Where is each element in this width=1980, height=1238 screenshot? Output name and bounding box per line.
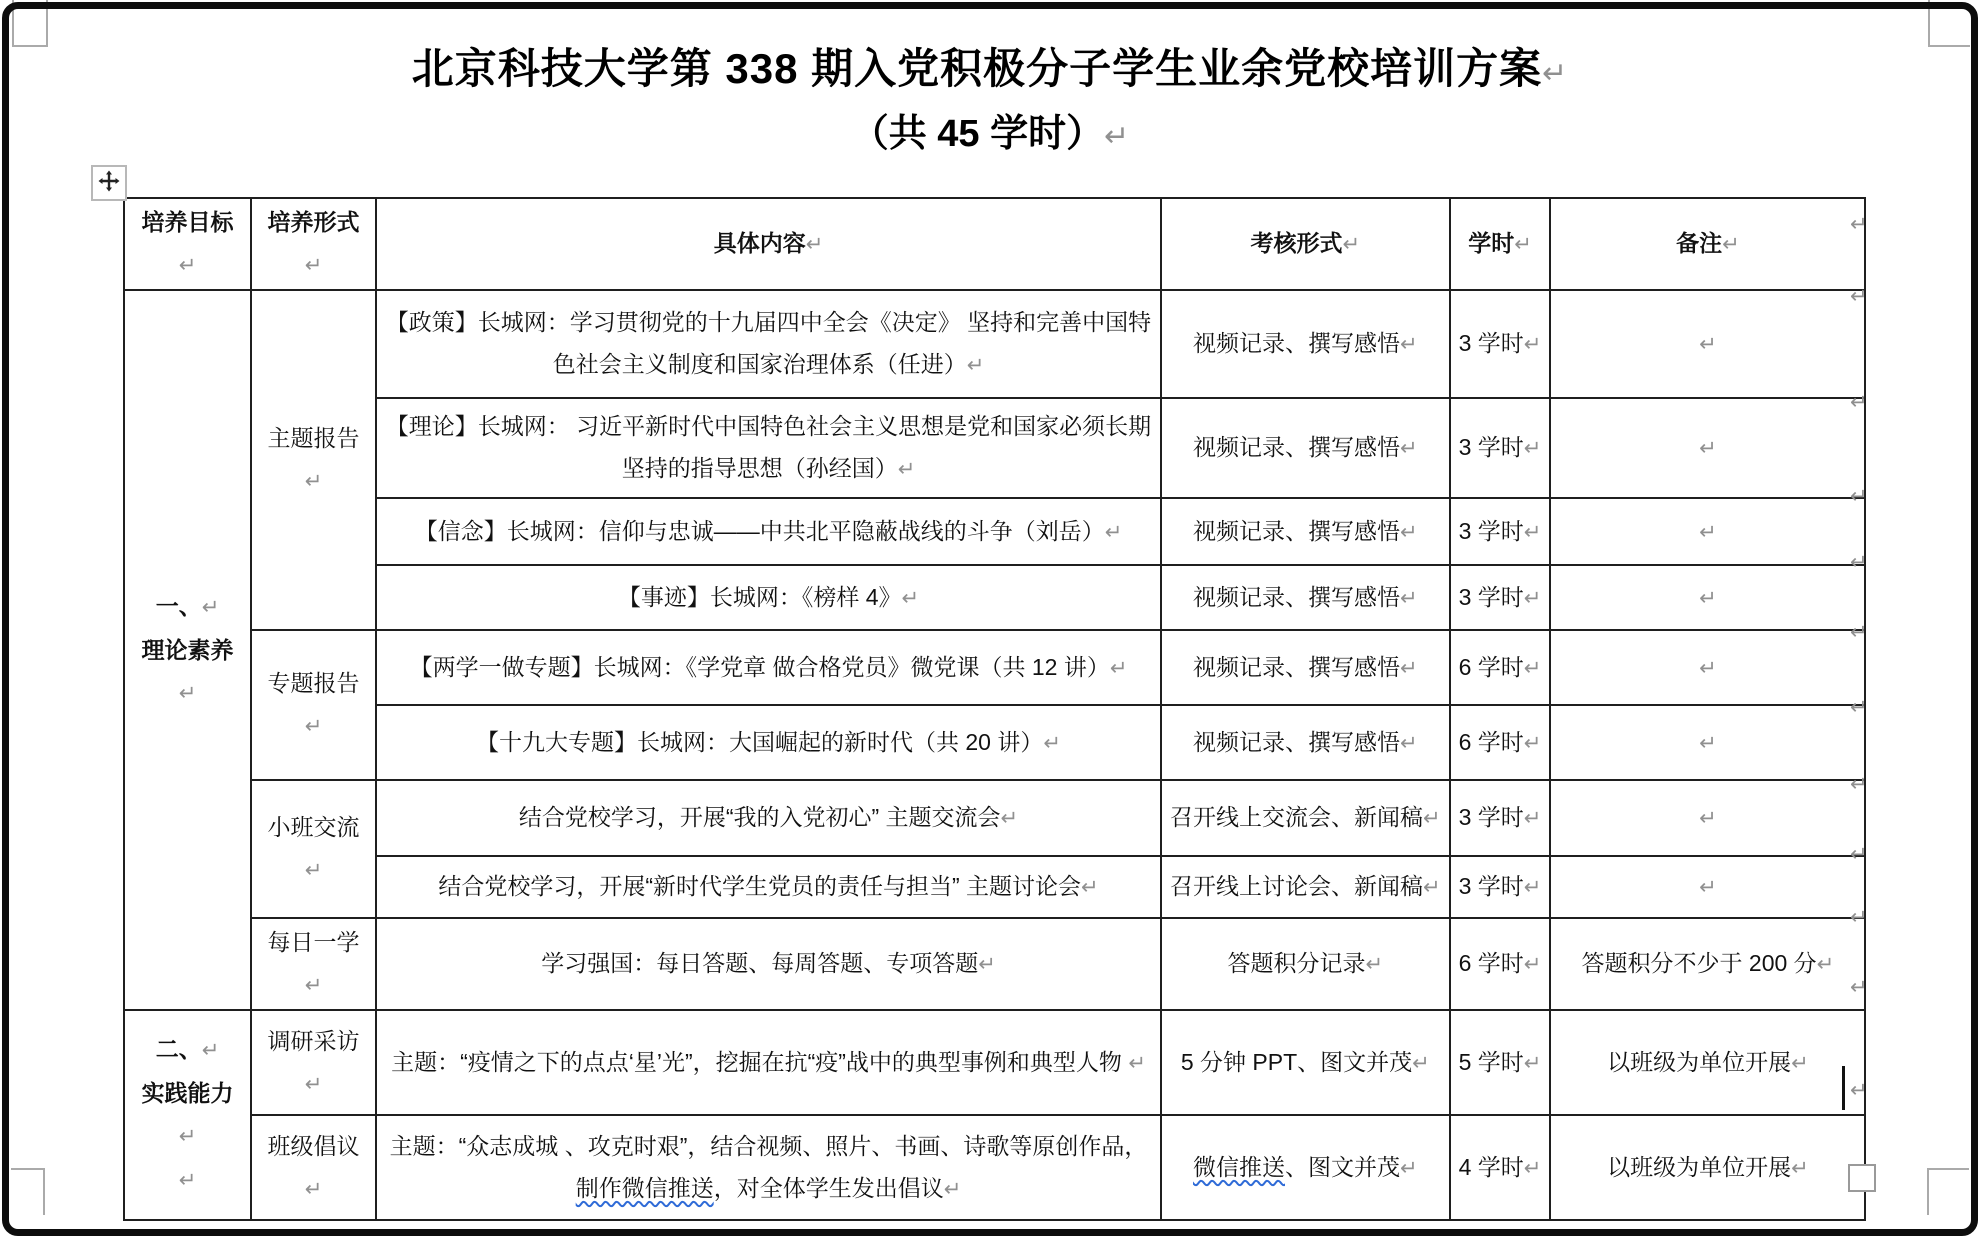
cell-mark: ↵ xyxy=(1109,656,1128,680)
page-margin-mark-bottom-left xyxy=(11,1168,45,1215)
cell-note[interactable] xyxy=(1550,398,1865,498)
cell-content[interactable]: 学习强国：每日答题、每周答题、专项答题↵ xyxy=(376,918,1161,1010)
end-of-row-mark: ↵ xyxy=(1850,391,1868,414)
cell-content[interactable]: 主题：“疫情之下的点点‘星’光”，挖掘在抗“疫”战中的典型事例和典型人物 ↵ xyxy=(376,1010,1161,1115)
cell-mark: ↵ xyxy=(1400,1156,1418,1180)
cell-mark: ↵ xyxy=(178,682,197,705)
cell-note[interactable] xyxy=(1550,856,1865,918)
document-subtitle[interactable] xyxy=(0,102,1980,157)
cell-assessment[interactable]: 答题积分记录↵ xyxy=(1161,918,1450,1010)
cell-hours[interactable]: 3 学时↵ xyxy=(1450,856,1551,918)
cell-mark: ↵ xyxy=(1400,333,1418,356)
cell-mark: ↵ xyxy=(1104,520,1123,544)
cell-assessment[interactable]: 微信推送、图文并茂↵ xyxy=(1161,1115,1450,1220)
cell-hours[interactable]: 6 学时↵ xyxy=(1450,918,1551,1010)
cell-mark: ↵ xyxy=(1523,520,1542,544)
cell-assessment[interactable]: 视频记录、撰写感悟↵ xyxy=(1161,498,1450,565)
page-margin-mark-top-left xyxy=(12,0,48,47)
cell-mark: ↵ xyxy=(1412,1051,1430,1075)
cell-mark: ↵ xyxy=(1342,233,1361,256)
cell-mark: ↵ xyxy=(1699,333,1717,356)
cell-mark: ↵ xyxy=(201,596,220,619)
cell-assessment[interactable]: 视频记录、撰写感悟↵ xyxy=(1161,290,1450,398)
cell-mark: ↵ xyxy=(304,974,323,997)
cell-mark: ↵ xyxy=(1128,1051,1146,1075)
cell-mark: ↵ xyxy=(1423,807,1441,830)
cell-mark: ↵ xyxy=(1699,437,1717,460)
cell-mark: ↵ xyxy=(1514,233,1532,256)
cell-note[interactable]: 以班级为单位开展↵ xyxy=(1550,1115,1865,1220)
cell-content[interactable]: 结合党校学习，开展“新时代学生党员的责任与担当” 主题讨论会↵ xyxy=(376,856,1161,918)
header-goal[interactable]: 培养目标↵ xyxy=(124,198,251,290)
table-row xyxy=(124,918,1865,1010)
document-title-text: 北京科技大学第 338 期入党积极分子学生业余党校培训方案 xyxy=(411,45,1543,92)
cell-mark: ↵ xyxy=(1523,437,1542,460)
cell-mark: ↵ xyxy=(1523,807,1542,830)
table-row xyxy=(124,856,1865,918)
cell-mark: ↵ xyxy=(1400,586,1418,610)
cell-mark: ↵ xyxy=(1523,656,1542,680)
cell-mark: ↵ xyxy=(1400,520,1418,544)
cell-mark: ↵ xyxy=(178,254,197,277)
cell-hours[interactable]: 3 学时↵ xyxy=(1450,290,1551,398)
cell-hours[interactable]: 5 学时↵ xyxy=(1450,1010,1551,1115)
cell-mark: ↵ xyxy=(1523,876,1542,899)
cell-goal-practice[interactable]: 二、↵ 实践能力↵ ↵ xyxy=(124,1010,251,1220)
header-hours[interactable]: 学时↵ xyxy=(1450,198,1551,290)
cell-assessment[interactable]: 视频记录、撰写感悟↵ xyxy=(1161,630,1450,705)
header-content[interactable]: 具体内容↵ xyxy=(376,198,1161,290)
cell-note[interactable] xyxy=(1550,498,1865,565)
header-assessment[interactable]: 考核形式↵ xyxy=(1161,198,1450,290)
cell-mark: ↵ xyxy=(805,233,824,256)
cell-mark: ↵ xyxy=(304,1177,323,1201)
cell-mark: ↵ xyxy=(1816,953,1835,976)
table-row xyxy=(124,290,1865,398)
cell-mark: ↵ xyxy=(1699,807,1717,830)
cell-mark: ↵ xyxy=(1699,876,1717,899)
cell-mark: ↵ xyxy=(304,859,323,882)
cell-hours[interactable]: 4 学时↵ xyxy=(1450,1115,1551,1220)
cell-note[interactable] xyxy=(1550,705,1865,780)
cell-content[interactable]: 【事迹】长城网：《榜样 4》↵ xyxy=(376,565,1161,630)
cell-content[interactable]: 结合党校学习，开展“我的入党初心” 主题交流会↵ xyxy=(376,780,1161,856)
cell-assessment[interactable]: 视频记录、撰写感悟↵ xyxy=(1161,705,1450,780)
table-header-row xyxy=(124,198,1865,290)
end-of-row-mark: ↵ xyxy=(1850,213,1868,236)
cell-assessment[interactable]: 召开线上讨论会、新闻稿↵ xyxy=(1161,856,1450,918)
end-of-row-mark: ↵ xyxy=(1850,485,1868,508)
cell-mark: ↵ xyxy=(304,470,323,493)
cell-assessment[interactable]: 召开线上交流会、新闻稿↵ xyxy=(1161,780,1450,856)
cell-mark: ↵ xyxy=(1400,437,1418,460)
cell-mark: ↵ xyxy=(1699,586,1717,610)
document-subtitle-text: （共 45 学时） xyxy=(850,113,1105,155)
cell-form-research-interview[interactable]: 调研采访↵ xyxy=(251,1010,376,1115)
cell-mark: ↵ xyxy=(201,1039,220,1062)
cell-mark: ↵ xyxy=(1000,807,1019,830)
spellcheck-underlined-text: 微信推送 xyxy=(1193,1153,1285,1180)
table-row xyxy=(124,498,1865,565)
cell-mark: ↵ xyxy=(1523,731,1542,755)
cell-mark: ↵ xyxy=(1523,586,1542,610)
cell-note[interactable]: 以班级为单位开展↵ xyxy=(1550,1010,1865,1115)
end-of-row-mark: ↵ xyxy=(1850,906,1868,929)
header-note[interactable]: 备注↵ xyxy=(1550,198,1865,290)
table-resize-handle[interactable] xyxy=(1848,1164,1876,1192)
page-margin-mark-top-right xyxy=(1928,0,1970,47)
end-of-row-mark: ↵ xyxy=(1850,843,1868,866)
cell-content[interactable]: 【信念】长城网：信仰与忠诚——中共北平隐蔽战线的斗争（刘岳）↵ xyxy=(376,498,1161,565)
cell-content[interactable]: 【政策】长城网：学习贯彻党的十九届四中全会《决定》 坚持和完善中国特色社会主义制度和国家治理体系（任进）↵ xyxy=(376,290,1161,398)
page-margin-mark-bottom-right xyxy=(1927,1168,1969,1215)
cell-hours[interactable]: 6 学时↵ xyxy=(1450,630,1551,705)
cell-content[interactable]: 【理论】长城网： 习近平新时代中国特色社会主义思想是党和国家必须长期坚持的指导思想（孙经国）↵ xyxy=(376,398,1161,498)
cell-form-class-proposal[interactable]: 班级倡议↵ xyxy=(251,1115,376,1220)
table-row xyxy=(124,1010,1865,1115)
cell-assessment[interactable]: 视频记录、撰写感悟↵ xyxy=(1161,565,1450,630)
cell-content[interactable]: 主题：“众志成城 、攻克时艰”，结合视频、照片、书画、诗歌等原创作品，制作微信推送，对全体学生发出倡议↵ xyxy=(376,1115,1161,1220)
cell-hours[interactable]: 6 学时↵ xyxy=(1450,705,1551,780)
cell-form-small-class[interactable]: 小班交流↵ xyxy=(251,780,376,918)
cell-content[interactable]: 【十九大专题】长城网：大国崛起的新时代（共 20 讲）↵ xyxy=(376,705,1161,780)
table-row xyxy=(124,630,1865,705)
cell-form-special-report[interactable]: 专题报告↵ xyxy=(251,630,376,780)
end-of-row-mark: ↵ xyxy=(1850,285,1868,308)
cell-form-theme-report[interactable]: 主题报告↵ xyxy=(251,290,376,630)
cell-mark: ↵ xyxy=(304,1072,323,1096)
paragraph-mark: ↵ xyxy=(1104,120,1130,153)
cell-mark: ↵ xyxy=(1365,953,1384,976)
end-of-row-mark: ↵ xyxy=(1850,1079,1868,1102)
cell-mark: ↵ xyxy=(1423,876,1441,899)
table-move-handle[interactable] xyxy=(91,165,127,201)
cell-note[interactable]: 答题积分不少于 200 分↵ xyxy=(1550,918,1865,1010)
table-row xyxy=(124,780,1865,856)
cell-mark: ↵ xyxy=(304,715,323,738)
cell-mark: ↵ xyxy=(1081,876,1099,899)
cell-note[interactable] xyxy=(1550,290,1865,398)
paragraph-mark: ↵ xyxy=(1542,57,1569,90)
end-of-row-mark: ↵ xyxy=(1850,976,1868,999)
cell-mark: ↵ xyxy=(943,1177,962,1201)
move-cross-icon xyxy=(98,170,120,197)
header-form[interactable]: 培养形式↵ xyxy=(251,198,376,290)
cell-hours[interactable]: 3 学时↵ xyxy=(1450,565,1551,630)
training-plan-table xyxy=(123,197,1866,1221)
table-row xyxy=(124,1115,1865,1220)
cell-mark: ↵ xyxy=(1699,731,1717,755)
cell-mark: ↵ xyxy=(1043,731,1061,755)
cell-mark: ↵ xyxy=(1791,1156,1809,1180)
cell-mark: ↵ xyxy=(1791,1051,1809,1075)
cell-mark: ↵ xyxy=(966,354,985,377)
cell-mark: ↵ xyxy=(1400,656,1418,680)
cell-mark: ↵ xyxy=(1400,731,1418,755)
end-of-row-mark: ↵ xyxy=(1850,773,1868,796)
cell-mark: ↵ xyxy=(978,953,996,976)
cell-hours[interactable]: 3 学时↵ xyxy=(1450,398,1551,498)
cell-mark: ↵ xyxy=(178,1169,197,1192)
cell-hours[interactable]: 3 学时↵ xyxy=(1450,498,1551,565)
cell-content[interactable]: 【两学一做专题】长城网：《学党章 做合格党员》微党课（共 12 讲）↵ xyxy=(376,630,1161,705)
cell-mark: ↵ xyxy=(1722,233,1740,256)
cell-mark: ↵ xyxy=(1699,520,1717,544)
text-cursor xyxy=(1842,1066,1845,1110)
cell-mark: ↵ xyxy=(901,586,920,610)
end-of-row-mark: ↵ xyxy=(1850,551,1868,574)
table-row xyxy=(124,565,1865,630)
cell-note[interactable] xyxy=(1550,565,1865,630)
cell-mark: ↵ xyxy=(897,458,916,481)
cell-note[interactable] xyxy=(1550,780,1865,856)
cell-hours[interactable]: 3 学时↵ xyxy=(1450,780,1551,856)
end-of-row-mark: ↵ xyxy=(1850,621,1868,644)
cell-note[interactable] xyxy=(1550,630,1865,705)
table-row xyxy=(124,705,1865,780)
cell-mark: ↵ xyxy=(1699,656,1717,680)
cell-form-daily-study[interactable]: 每日一学↵ xyxy=(251,918,376,1010)
cell-assessment[interactable]: 视频记录、撰写感悟↵ xyxy=(1161,398,1450,498)
cell-mark: ↵ xyxy=(304,254,323,277)
cell-mark: ↵ xyxy=(1523,1051,1542,1075)
cell-mark: ↵ xyxy=(178,1125,197,1148)
cell-mark: ↵ xyxy=(1523,333,1542,356)
cell-mark: ↵ xyxy=(1523,1156,1542,1180)
table-row xyxy=(124,398,1865,498)
cell-mark: ↵ xyxy=(1523,953,1542,976)
cell-goal-theory[interactable]: 一、↵ 理论素养↵ xyxy=(124,290,251,1010)
spellcheck-underlined-text: 制作微信推送 xyxy=(575,1174,714,1201)
end-of-row-mark: ↵ xyxy=(1850,696,1868,719)
cell-assessment[interactable]: 5 分钟 PPT、图文并茂↵ xyxy=(1161,1010,1450,1115)
document-title[interactable] xyxy=(0,36,1980,96)
